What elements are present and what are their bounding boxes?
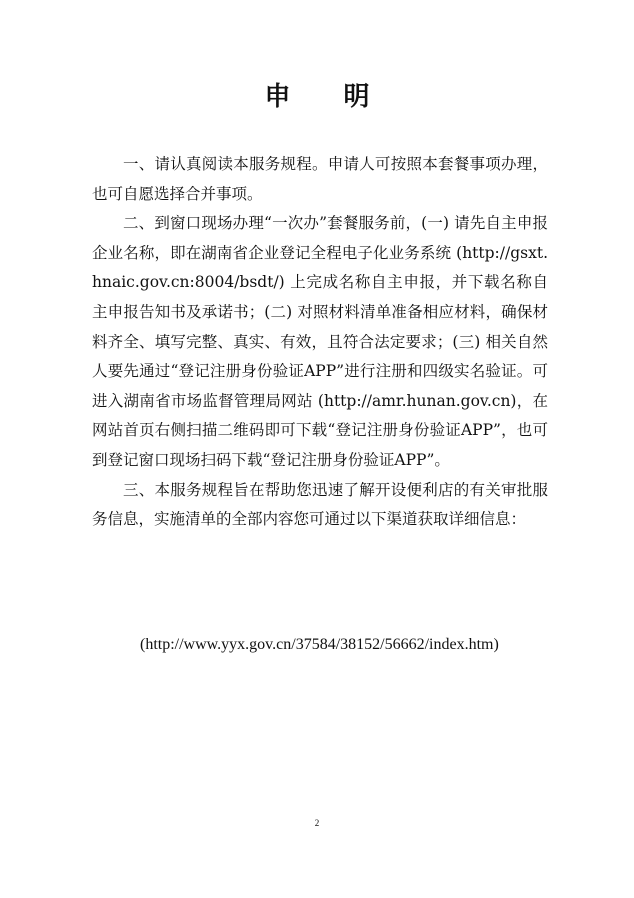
page-number: 2 — [314, 818, 320, 828]
page-title: 申 明 — [264, 82, 392, 112]
declaration-body — [92, 150, 548, 535]
paragraph-1: 一、请认真阅读本服务规程。申请人可按照本套餐事项办理，也可自愿选择合并事项。 — [92, 155, 548, 203]
info-url: (http://www.yyx.gov.cn/37584/38152/56662/index.htm) — [140, 636, 499, 653]
paragraph-2: 二、到窗口现场办理“一次办”套餐服务前，(一) 请先自主申报企业名称，即在湖南省企业登记全程电子化业务系统 (http://gsxt.hnaic.gov.cn:8004/bsdt/) 上完成名称自主申报，并下载名称自主申报告知书及承诺书；(二) 对照材料清单准备相应材料，确保材料齐全、填写完整、真实、有效，且符合法定要求；(三) 相关自然人要先通过“登记注册身份验证APP”进行注册和四级实名验证。可进入湖南省市场监督管理局网站 (http://amr.hunan.gov.cn)，在网站首页右侧扫描二维码即可下载“登记注册身份验证APP”，也可到登记窗口现场扫码下载“登记注册身份验证APP”。 — [92, 214, 548, 469]
paragraph-3: 三、本服务规程旨在帮助您迅速了解开设便利店的有关审批服务信息，实施清单的全部内容您可通过以下渠道获取详细信息： — [92, 480, 548, 529]
